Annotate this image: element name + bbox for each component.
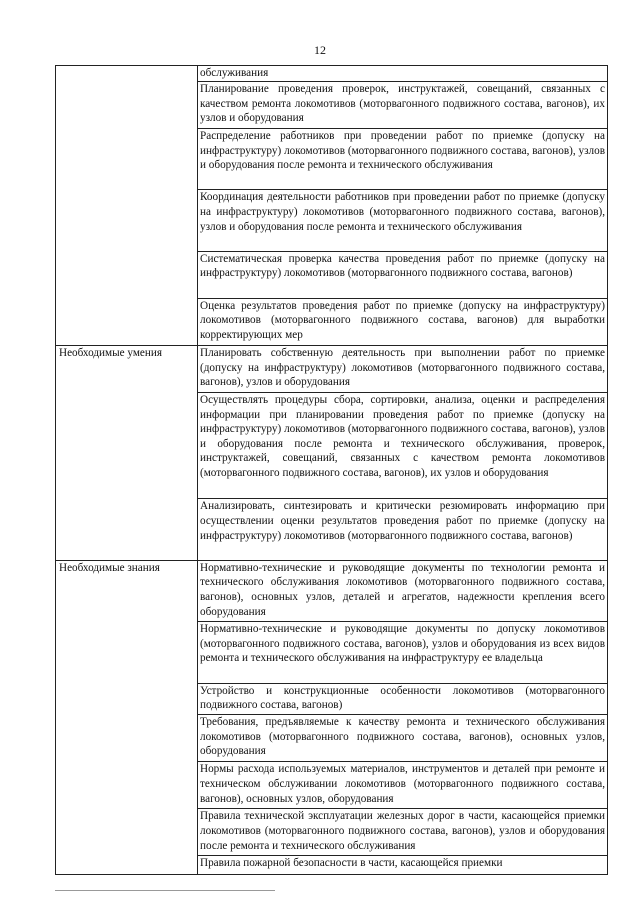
row-text: Координация деятельности работников при проведении работ по приемке (допуску на инфраструктуру) локомотивов (моторвагонного подвижного состава, вагонов), узлов и оборудования после ремонта и технического обслуживания	[198, 190, 608, 251]
row-text: Нормативно-технические и руководящие документы по допуску локомотивов (моторвагонного подвижного состава, вагонов), узлов и оборудования из всех видов ремонта и технического обслуживания на инфраструктуру ее владельца	[198, 622, 608, 683]
row-text: Нормы расхода используемых материалов, инструментов и деталей при ремонте и техническом обслуживании локомотивов (моторвагонного подвижного состава, вагонов), основных узлов, оборудования	[198, 762, 608, 809]
row-text: Систематическая проверка качества проведения работ по приемке (допуску на инфраструктуру) локомотивов (моторвагонного подвижного состава, вагонов)	[198, 251, 608, 298]
row-text: обслуживания	[198, 66, 608, 82]
row-text: Требования, предъявляемые к качеству ремонта и технического обслуживания локомотивов (моторвагонного подвижного состава, вагонов), основных узлов, оборудования	[198, 715, 608, 762]
row-text: Устройство и конструкционные особенности локомотивов (моторвагонного подвижного состава, вагонов)	[198, 683, 608, 715]
row-label-knowledge: Необходимые знания	[56, 560, 198, 874]
page-number: 12	[314, 43, 326, 57]
competency-table	[55, 65, 608, 875]
table-row	[56, 345, 608, 392]
row-text: Оценка результатов проведения работ по приемке (допуску на инфраструктуру) локомотивов (моторвагонного подвижного состава, вагонов) для выработки корректирующих мер	[198, 298, 608, 345]
row-text: Анализировать, синтезировать и критически резюмировать информацию при осуществлении оценки результатов проведения работ по приемке (допуску на инфраструктуру) локомотивов (моторвагонного подвижного состава, вагонов)	[198, 499, 608, 560]
row-text: Нормативно-технические и руководящие документы по технологии ремонта и технического обслуживания локомотивов (моторвагонного подвижного состава, вагонов), основных узлов, деталей и агрегатов, надежности крепления всего оборудования	[198, 560, 608, 621]
row-text: Распределение работников при проведении работ по приемке (допуску на инфраструктуру) локомотивов (моторвагонного подвижного состава, вагонов), узлов и оборудования после ремонта и технического обслуживания	[198, 129, 608, 190]
row-text: Планировать собственную деятельность при выполнении работ по приемке (допуску на инфраструктуру) локомотивов (моторвагонного подвижного состава, вагонов), узлов и оборудования	[198, 345, 608, 392]
table-row	[56, 560, 608, 621]
row-text: Правила технической эксплуатации железных дорог в части, касающейся приемки локомотивов (моторвагонного подвижного состава, вагонов), узлов и оборудования после ремонта и технического обслуживания	[198, 809, 608, 856]
row-text: Планирование проведения проверок, инструктажей, совещаний, связанных с качеством ремонта локомотивов (моторвагонного подвижного состава, вагонов), их узлов и оборудования	[198, 81, 608, 128]
row-label-skills: Необходимые умения	[56, 345, 198, 560]
row-text: Правила пожарной безопасности в части, касающейся приемки	[198, 856, 608, 875]
row-text: Осуществлять процедуры сбора, сортировки, анализа, оценки и распределения информации при планировании проведения работ по приемке (допуску на инфраструктуру) локомотивов (моторвагонного подвижного состава, вагонов), узлов и оборудования после ремонта и технического обслуживания, проверок, инструктажей, совещаний, связанных с качеством ремонта локомотивов (моторвагонного подвижного состава, вагонов), их узлов и оборудования	[198, 392, 608, 498]
table-row	[56, 66, 608, 82]
footer-rule	[55, 890, 275, 891]
row-label	[56, 66, 198, 346]
